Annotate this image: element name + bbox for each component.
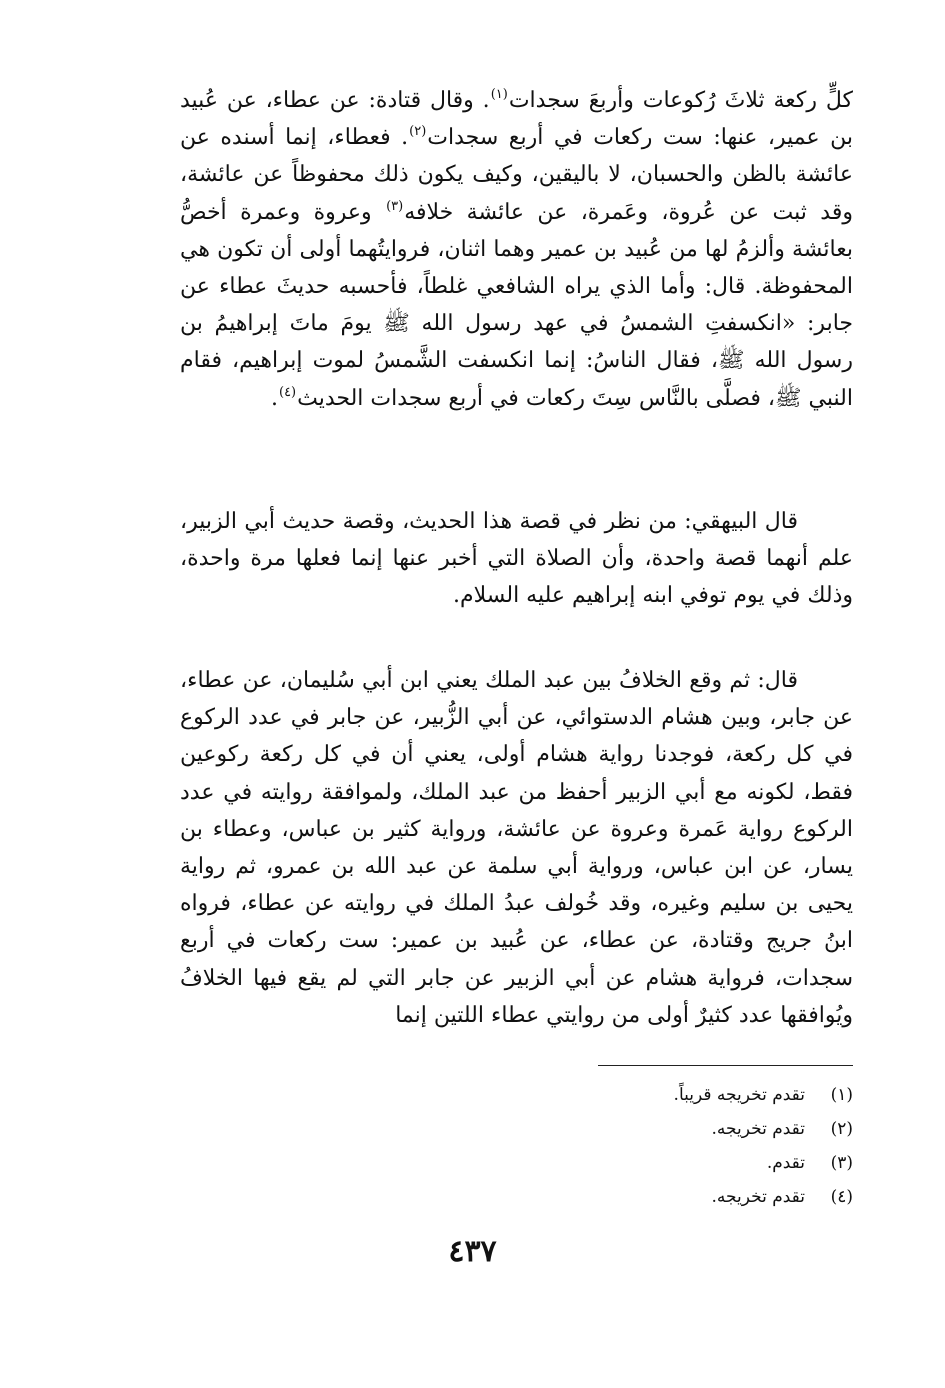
footnote-text: تقدم تخريجه قريباً. <box>673 1085 805 1105</box>
footnote-ref-2: (٢) <box>409 124 427 140</box>
page-number: ٤٣٧ <box>448 1234 497 1269</box>
footnote-number: (٤) <box>830 1187 853 1207</box>
paragraph-1-segment-3: . فعطاء، إنما أسنده عن عائشة بالظن والحسبان، لا باليقين، وكيف يكون ذلك محفوظاً عن عائشة، وقد ثبت عن عُروة، وعَمرة، عن عائشة خلافه <box>180 125 853 225</box>
footnote-ref-3: (٣) <box>386 198 404 214</box>
paragraph-1-segment-5: . <box>270 385 278 411</box>
footnote-item <box>500 1180 853 1214</box>
footnote-item <box>500 1146 853 1180</box>
footnote-number: (٢) <box>830 1119 853 1139</box>
footnote-item <box>500 1112 853 1146</box>
footnote-number: (١) <box>830 1085 853 1105</box>
footnote-ref-1: (١) <box>490 87 508 102</box>
paragraph-2: قال البيهقي: من نظر في قصة هذا الحديث، وقصة حديث أبي الزبير، علم أنهما قصة واحدة، وأن الصلاة التي أخبر عنها إنما فعلها مرة واحدة، وذلك في يوم توفي ابنه إبراهيم عليه السلام. <box>180 509 853 609</box>
footnote-ref-4: (٤) <box>278 384 297 400</box>
paragraph-1 <box>180 82 853 417</box>
footnote-text: تقدم تخريجه. <box>711 1187 805 1207</box>
paragraph-3: قال: ثم وقع الخلافُ بين عبد الملك يعني ابن أبي سُليمان، عن عطاء، عن جابر، وبين هشام الدستوائي، عن أبي الزُّبير، عن جابر في عدد الركوع في كل ركعة، فوجدنا رواية هشام أولى، يعني أن في كل ركعة ركوعين فقط، لكونه مع أبي الزبير أحفظ من عبد الملك، ولموافقة روايته في عدد الركوع رواية عَمرة وعروة عن عائشة، ورواية كثير بن عباس، وعطاء بن يسار، عن ابن عباس، ورواية أبي سلمة عن عبد الله بن عمرو، ثم رواية يحيى بن سليم وغيره، وقد خُولف عبدُ الملك في روايته عن عطاء، فرواه ابنُ جريج وقتادة، عن عطاء، عن عُبيد بن عمير: ست ركعات في أربع سجدات، فرواية هشام عن أبي الزبير عن جابر التي لم يقع فيها الخلافُ ويُوافقها عدد كثيرٌ أولى من روايتي عطاء اللتين إنما <box>180 668 853 1028</box>
footnote-number: (٣) <box>830 1153 853 1173</box>
footnote-item <box>500 1078 853 1112</box>
footnote-text: تقدم. <box>766 1153 805 1173</box>
paragraph-1-segment-2: . وقال قتادة: عن عطاء، عن عُبيد بن عمير، عنها: ست ركعات في أربع سجدات <box>180 88 853 151</box>
footnote-text: تقدم تخريجه. <box>711 1119 805 1139</box>
footnote-separator <box>598 1065 853 1066</box>
footnotes-list <box>500 1078 853 1214</box>
paragraph-1-segment-4: وعروة وعمرة أخصُّ بعائشة وألزمُ لها من عُبيد بن عمير وهما اثنان، فروايتُهما أولى أن تكون هي المحفوظة. قال: وأما الذي يراه الشافعي غلطاً، فأحسبه حديثَ عطاء عن جابر: «انكسفتِ الشمسُ في عهد رسول الله ﷺ يومَ ماتَ إبراهيمُ بن رسول الله ﷺ، فقال الناسُ: إنما انكسفت الشَّمسُ لموت إبراهيم، فقام النبي ﷺ، فصلَّى بالنَّاس سِتَ ركعات في أربع سجدات الحديث <box>180 199 853 411</box>
paragraph-1-segment-1: كلٍّ ركعة ثلاثَ رُكوعات وأربعَ سجدات <box>508 88 853 113</box>
